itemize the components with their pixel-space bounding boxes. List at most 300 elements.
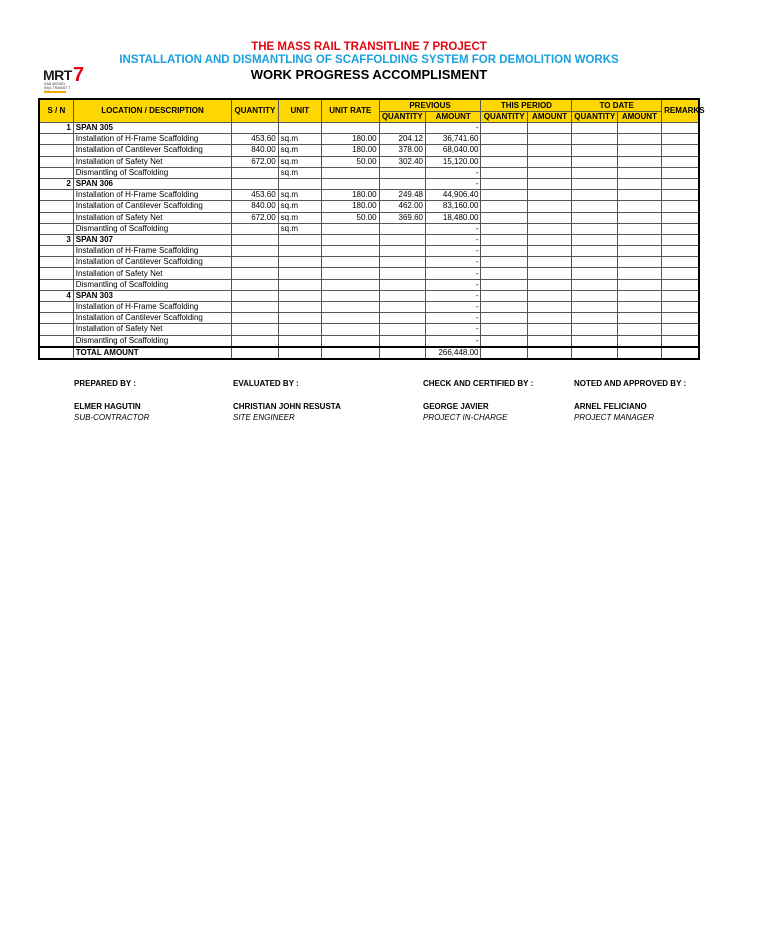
cell-remarks bbox=[662, 190, 699, 201]
cell-to-date-amount bbox=[617, 257, 661, 268]
cell-description: SPAN 307 bbox=[73, 234, 231, 245]
cell-to-date-quantity bbox=[572, 268, 617, 279]
cell-to-date-amount bbox=[617, 324, 661, 335]
cell-quantity bbox=[232, 178, 278, 189]
cell-quantity bbox=[232, 167, 278, 178]
cell-previous-quantity bbox=[379, 246, 425, 257]
cell-description: Installation of Safety Net bbox=[73, 324, 231, 335]
cell-this-period-amount bbox=[527, 257, 571, 268]
cell-previous-quantity: 462.00 bbox=[379, 201, 425, 212]
cell-this-period-amount bbox=[527, 302, 571, 313]
col-remarks: REMARKS bbox=[662, 99, 699, 123]
cell-description: Installation of Cantilever Scaffolding bbox=[73, 257, 231, 268]
col-to-date-amount: AMOUNT bbox=[617, 112, 661, 123]
cell-description: Installation of H-Frame Scaffolding bbox=[73, 302, 231, 313]
cell-sn bbox=[39, 212, 73, 223]
cell-previous-amount: - bbox=[425, 246, 481, 257]
cell-this-period-quantity bbox=[481, 156, 527, 167]
col-previous-amount: AMOUNT bbox=[425, 112, 481, 123]
cell-unit bbox=[278, 257, 321, 268]
cell-description: Installation of Cantilever Scaffolding bbox=[73, 201, 231, 212]
cell-unit-rate bbox=[322, 279, 380, 290]
cell-to-date-amount bbox=[617, 335, 661, 347]
cell-to-date-amount bbox=[617, 190, 661, 201]
cell-unit-rate: 180.00 bbox=[322, 190, 380, 201]
cell-to-date-amount bbox=[617, 302, 661, 313]
cell-description: Installation of Safety Net bbox=[73, 156, 231, 167]
cell-quantity bbox=[232, 268, 278, 279]
span-row bbox=[39, 290, 699, 301]
cell-remarks bbox=[662, 201, 699, 212]
cell-unit: sq.m bbox=[278, 167, 321, 178]
cell-this-period-quantity bbox=[481, 167, 527, 178]
span-row bbox=[39, 234, 699, 245]
cell-remarks bbox=[662, 324, 699, 335]
cell-this-period-quantity bbox=[481, 201, 527, 212]
cell-remarks bbox=[662, 134, 699, 145]
cell-previous-amount: - bbox=[425, 178, 481, 189]
cell-sn bbox=[39, 313, 73, 324]
cell-to-date-amount bbox=[617, 234, 661, 245]
cell-this-period-amount bbox=[527, 123, 571, 134]
cell-unit-rate: 50.00 bbox=[322, 212, 380, 223]
cell-description: SPAN 305 bbox=[73, 123, 231, 134]
cell-previous-amount: - bbox=[425, 234, 481, 245]
cell-unit-rate bbox=[322, 257, 380, 268]
cell-to-date-quantity bbox=[572, 302, 617, 313]
evaluated-by-role: SITE ENGINEER bbox=[233, 413, 295, 422]
table-row bbox=[39, 167, 699, 178]
cell-previous-quantity bbox=[379, 290, 425, 301]
total-amount: 266,448.00 bbox=[425, 347, 481, 359]
cell-description: Installation of Cantilever Scaffolding bbox=[73, 145, 231, 156]
cell-previous-quantity: 249.48 bbox=[379, 190, 425, 201]
cell-remarks bbox=[662, 223, 699, 234]
cell-previous-quantity bbox=[379, 123, 425, 134]
col-unit-rate: UNIT RATE bbox=[322, 99, 380, 123]
cell-previous-amount: 83,160.00 bbox=[425, 201, 481, 212]
cell-quantity bbox=[232, 290, 278, 301]
cell-unit: sq.m bbox=[278, 134, 321, 145]
cell-this-period-quantity bbox=[481, 268, 527, 279]
cell-remarks bbox=[662, 313, 699, 324]
cell-unit-rate bbox=[322, 123, 380, 134]
cell-remarks bbox=[662, 268, 699, 279]
cell-unit bbox=[278, 178, 321, 189]
cell-this-period-amount bbox=[527, 212, 571, 223]
span-row bbox=[39, 178, 699, 189]
cell-unit: sq.m bbox=[278, 156, 321, 167]
document-title: WORK PROGRESS ACCOMPLISMENT bbox=[250, 67, 488, 82]
table-row bbox=[39, 335, 699, 347]
cell-to-date-amount bbox=[617, 313, 661, 324]
cell-to-date-amount bbox=[617, 246, 661, 257]
cell-unit bbox=[278, 302, 321, 313]
cell-remarks bbox=[662, 178, 699, 189]
cell-this-period-amount bbox=[527, 190, 571, 201]
cell-to-date-quantity bbox=[572, 178, 617, 189]
cell-unit bbox=[278, 335, 321, 347]
cell-previous-amount: - bbox=[425, 313, 481, 324]
cell-this-period-amount bbox=[527, 290, 571, 301]
cell-unit bbox=[278, 123, 321, 134]
cell-to-date-amount bbox=[617, 223, 661, 234]
cell-to-date-amount bbox=[617, 123, 661, 134]
cell-remarks bbox=[662, 145, 699, 156]
noted-by-role: PROJECT MANAGER bbox=[574, 413, 655, 422]
cell-remarks bbox=[662, 335, 699, 347]
cell-quantity: 840.00 bbox=[232, 201, 278, 212]
col-this-period-amount: AMOUNT bbox=[527, 112, 571, 123]
cell-remarks bbox=[662, 290, 699, 301]
cell-previous-amount: - bbox=[425, 268, 481, 279]
cell-to-date-quantity bbox=[572, 324, 617, 335]
cell-previous-quantity bbox=[379, 279, 425, 290]
cell-unit: sq.m bbox=[278, 145, 321, 156]
cell-sn: 3 bbox=[39, 234, 73, 245]
cell-sn bbox=[39, 246, 73, 257]
cell-remarks bbox=[662, 246, 699, 257]
cell-quantity bbox=[232, 302, 278, 313]
cell-unit-rate bbox=[322, 178, 380, 189]
cell-unit: sq.m bbox=[278, 212, 321, 223]
scope-title: INSTALLATION AND DISMANTLING OF SCAFFOLDING SYSTEM FOR DEMOLITION WORKS bbox=[119, 54, 619, 66]
cell-sn bbox=[39, 324, 73, 335]
cell-remarks bbox=[662, 156, 699, 167]
cell-quantity: 672.00 bbox=[232, 156, 278, 167]
table-row bbox=[39, 302, 699, 313]
cell-this-period-quantity bbox=[481, 190, 527, 201]
cell-unit bbox=[278, 313, 321, 324]
cell-unit-rate: 180.00 bbox=[322, 145, 380, 156]
cell-previous-quantity bbox=[379, 268, 425, 279]
logo-subtext: SAN MIGUEL RAIL TRANSIT 7, bbox=[44, 82, 72, 90]
cell-to-date-quantity bbox=[572, 156, 617, 167]
cell-to-date-amount bbox=[617, 134, 661, 145]
col-previous: PREVIOUS bbox=[379, 99, 481, 112]
cell-to-date-quantity bbox=[572, 201, 617, 212]
cell-quantity bbox=[232, 123, 278, 134]
cell-previous-quantity: 302.40 bbox=[379, 156, 425, 167]
cell-sn: 2 bbox=[39, 178, 73, 189]
cell-remarks bbox=[662, 123, 699, 134]
cell-sn bbox=[39, 156, 73, 167]
cell-this-period-quantity bbox=[481, 279, 527, 290]
cell-previous-amount: 68,040.00 bbox=[425, 145, 481, 156]
col-to-date-quantity: QUANTITY bbox=[572, 112, 617, 123]
logo-accent-bar bbox=[44, 91, 66, 93]
cell-sn bbox=[39, 257, 73, 268]
cell-unit-rate bbox=[322, 167, 380, 178]
checked-by-role: PROJECT IN-CHARGE bbox=[423, 413, 508, 422]
col-to-date: TO DATE bbox=[572, 99, 662, 112]
cell-previous-quantity bbox=[379, 167, 425, 178]
logo-number: 7 bbox=[73, 64, 85, 86]
cell-to-date-amount bbox=[617, 290, 661, 301]
table-row bbox=[39, 268, 699, 279]
mrt7-logo bbox=[43, 64, 91, 95]
cell-this-period-quantity bbox=[481, 302, 527, 313]
cell-sn bbox=[39, 134, 73, 145]
cell-to-date-amount bbox=[617, 279, 661, 290]
cell-unit-rate: 180.00 bbox=[322, 201, 380, 212]
cell-quantity bbox=[232, 223, 278, 234]
cell-this-period-amount bbox=[527, 268, 571, 279]
cell-this-period-amount bbox=[527, 223, 571, 234]
cell-description: Installation of H-Frame Scaffolding bbox=[73, 134, 231, 145]
cell-sn bbox=[39, 167, 73, 178]
cell-this-period-quantity bbox=[481, 313, 527, 324]
cell-unit-rate: 180.00 bbox=[322, 134, 380, 145]
cell-to-date-quantity bbox=[572, 212, 617, 223]
cell-to-date-amount bbox=[617, 167, 661, 178]
prepared-by-role: SUB-CONTRACTOR bbox=[74, 413, 150, 422]
cell-this-period-quantity bbox=[481, 212, 527, 223]
cell-unit-rate bbox=[322, 302, 380, 313]
table-row bbox=[39, 324, 699, 335]
table-row bbox=[39, 279, 699, 290]
cell-this-period-amount bbox=[527, 324, 571, 335]
noted-by-label: NOTED AND APPROVED BY : bbox=[574, 379, 687, 388]
cell-to-date-quantity bbox=[572, 145, 617, 156]
cell-unit-rate bbox=[322, 290, 380, 301]
cell-to-date-amount bbox=[617, 268, 661, 279]
cell-to-date-quantity bbox=[572, 246, 617, 257]
col-sn: S / N bbox=[39, 99, 73, 123]
table-row bbox=[39, 190, 699, 201]
cell-unit bbox=[278, 290, 321, 301]
cell-previous-amount: - bbox=[425, 167, 481, 178]
cell-quantity bbox=[232, 279, 278, 290]
cell-sn bbox=[39, 145, 73, 156]
cell-sn bbox=[39, 201, 73, 212]
cell-to-date-quantity bbox=[572, 234, 617, 245]
span-row bbox=[39, 123, 699, 134]
cell-previous-quantity bbox=[379, 257, 425, 268]
cell-remarks bbox=[662, 212, 699, 223]
cell-remarks bbox=[662, 279, 699, 290]
cell-quantity: 840.00 bbox=[232, 145, 278, 156]
cell-this-period-quantity bbox=[481, 178, 527, 189]
cell-this-period-quantity bbox=[481, 324, 527, 335]
cell-previous-amount: - bbox=[425, 123, 481, 134]
cell-quantity bbox=[232, 257, 278, 268]
cell-sn: 1 bbox=[39, 123, 73, 134]
cell-previous-quantity: 378.00 bbox=[379, 145, 425, 156]
logo-text: MRT bbox=[43, 67, 72, 83]
cell-remarks bbox=[662, 302, 699, 313]
cell-this-period-quantity bbox=[481, 134, 527, 145]
col-quantity: QUANTITY bbox=[232, 99, 278, 123]
cell-this-period-amount bbox=[527, 234, 571, 245]
cell-previous-amount: 44,906.40 bbox=[425, 190, 481, 201]
table-row bbox=[39, 257, 699, 268]
cell-unit bbox=[278, 246, 321, 257]
col-this-period-quantity: QUANTITY bbox=[481, 112, 527, 123]
cell-previous-quantity: 369.60 bbox=[379, 212, 425, 223]
table-row bbox=[39, 145, 699, 156]
cell-quantity bbox=[232, 313, 278, 324]
cell-sn bbox=[39, 190, 73, 201]
cell-previous-quantity: 204.12 bbox=[379, 134, 425, 145]
cell-this-period-amount bbox=[527, 156, 571, 167]
cell-unit-rate bbox=[322, 313, 380, 324]
col-previous-quantity: QUANTITY bbox=[379, 112, 425, 123]
table-row bbox=[39, 134, 699, 145]
cell-sn: 4 bbox=[39, 290, 73, 301]
cell-description: Dismantling of Scaffolding bbox=[73, 223, 231, 234]
cell-to-date-amount bbox=[617, 201, 661, 212]
total-label: TOTAL AMOUNT bbox=[73, 347, 231, 359]
cell-to-date-amount bbox=[617, 178, 661, 189]
cell-to-date-quantity bbox=[572, 134, 617, 145]
cell-this-period-quantity bbox=[481, 246, 527, 257]
table-row bbox=[39, 223, 699, 234]
cell-to-date-quantity bbox=[572, 313, 617, 324]
total-row bbox=[39, 347, 699, 359]
cell-this-period-quantity bbox=[481, 123, 527, 134]
col-unit: UNIT bbox=[278, 99, 321, 123]
cell-this-period-amount bbox=[527, 201, 571, 212]
cell-this-period-quantity bbox=[481, 234, 527, 245]
cell-sn bbox=[39, 302, 73, 313]
cell-unit bbox=[278, 279, 321, 290]
prepared-by-label: PREPARED BY : bbox=[74, 379, 136, 388]
cell-unit bbox=[278, 324, 321, 335]
cell-to-date-quantity bbox=[572, 167, 617, 178]
cell-remarks bbox=[662, 257, 699, 268]
checked-by-name: GEORGE JAVIER bbox=[423, 402, 489, 411]
table-row bbox=[39, 212, 699, 223]
cell-sn bbox=[39, 268, 73, 279]
evaluated-by-label: EVALUATED BY : bbox=[233, 379, 299, 388]
cell-to-date-quantity bbox=[572, 257, 617, 268]
cell-previous-quantity bbox=[379, 324, 425, 335]
cell-this-period-quantity bbox=[481, 335, 527, 347]
cell-previous-quantity bbox=[379, 302, 425, 313]
cell-previous-amount: - bbox=[425, 223, 481, 234]
cell-quantity bbox=[232, 234, 278, 245]
cell-previous-amount: - bbox=[425, 335, 481, 347]
cell-description: Installation of Cantilever Scaffolding bbox=[73, 313, 231, 324]
cell-description: Installation of Safety Net bbox=[73, 212, 231, 223]
cell-this-period-amount bbox=[527, 178, 571, 189]
cell-unit-rate bbox=[322, 234, 380, 245]
cell-remarks bbox=[662, 167, 699, 178]
cell-previous-amount: 18,480.00 bbox=[425, 212, 481, 223]
cell-unit-rate bbox=[322, 335, 380, 347]
cell-unit-rate bbox=[322, 268, 380, 279]
progress-table bbox=[38, 98, 705, 360]
cell-description: SPAN 306 bbox=[73, 178, 231, 189]
cell-unit-rate: 50.00 bbox=[322, 156, 380, 167]
cell-previous-amount: 15,120.00 bbox=[425, 156, 481, 167]
cell-description: Dismantling of Scaffolding bbox=[73, 167, 231, 178]
cell-unit-rate bbox=[322, 246, 380, 257]
cell-previous-quantity bbox=[379, 313, 425, 324]
cell-this-period-amount bbox=[527, 313, 571, 324]
table-row bbox=[39, 313, 699, 324]
cell-this-period-amount bbox=[527, 279, 571, 290]
cell-sn bbox=[39, 279, 73, 290]
cell-previous-quantity bbox=[379, 223, 425, 234]
cell-to-date-amount bbox=[617, 156, 661, 167]
cell-previous-amount: 36,741.60 bbox=[425, 134, 481, 145]
cell-quantity: 453.60 bbox=[232, 134, 278, 145]
cell-to-date-quantity bbox=[572, 223, 617, 234]
prepared-by-name: ELMER HAGUTIN bbox=[74, 402, 141, 411]
cell-this-period-quantity bbox=[481, 290, 527, 301]
cell-remarks bbox=[662, 234, 699, 245]
cell-quantity: 453.60 bbox=[232, 190, 278, 201]
cell-sn bbox=[39, 223, 73, 234]
col-location: LOCATION / DESCRIPTION bbox=[73, 99, 231, 123]
cell-this-period-amount bbox=[527, 335, 571, 347]
checked-by-label: CHECK AND CERTIFIED BY : bbox=[423, 379, 534, 388]
cell-previous-amount: - bbox=[425, 257, 481, 268]
cell-to-date-amount bbox=[617, 212, 661, 223]
cell-sn bbox=[39, 335, 73, 347]
cell-unit-rate bbox=[322, 324, 380, 335]
col-this-period: THIS PERIOD bbox=[481, 99, 572, 112]
cell-this-period-amount bbox=[527, 246, 571, 257]
cell-to-date-quantity bbox=[572, 335, 617, 347]
cell-to-date-quantity bbox=[572, 279, 617, 290]
project-title: THE MASS RAIL TRANSITLINE 7 PROJECT bbox=[251, 41, 487, 53]
table-body bbox=[39, 123, 699, 347]
cell-description: Installation of H-Frame Scaffolding bbox=[73, 190, 231, 201]
cell-this-period-quantity bbox=[481, 223, 527, 234]
cell-previous-amount: - bbox=[425, 302, 481, 313]
table-row bbox=[39, 156, 699, 167]
cell-unit: sq.m bbox=[278, 223, 321, 234]
cell-previous-quantity bbox=[379, 335, 425, 347]
evaluated-by-name: CHRISTIAN JOHN RESUSTA bbox=[233, 402, 341, 411]
cell-this-period-amount bbox=[527, 134, 571, 145]
cell-this-period-amount bbox=[527, 145, 571, 156]
cell-unit-rate bbox=[322, 223, 380, 234]
cell-unit bbox=[278, 234, 321, 245]
cell-to-date-quantity bbox=[572, 123, 617, 134]
noted-by-name: ARNEL FELICIANO bbox=[574, 402, 647, 411]
cell-previous-amount: - bbox=[425, 290, 481, 301]
cell-quantity bbox=[232, 246, 278, 257]
cell-this-period-quantity bbox=[481, 145, 527, 156]
cell-description: Installation of H-Frame Scaffolding bbox=[73, 246, 231, 257]
cell-description: SPAN 303 bbox=[73, 290, 231, 301]
cell-this-period-amount bbox=[527, 167, 571, 178]
cell-previous-amount: - bbox=[425, 324, 481, 335]
cell-to-date-quantity bbox=[572, 190, 617, 201]
cell-quantity bbox=[232, 324, 278, 335]
cell-quantity: 672.00 bbox=[232, 212, 278, 223]
cell-this-period-quantity bbox=[481, 257, 527, 268]
cell-previous-amount: - bbox=[425, 279, 481, 290]
cell-unit: sq.m bbox=[278, 201, 321, 212]
cell-description: Installation of Safety Net bbox=[73, 268, 231, 279]
cell-previous-quantity bbox=[379, 178, 425, 189]
table-row bbox=[39, 246, 699, 257]
cell-quantity bbox=[232, 335, 278, 347]
cell-to-date-amount bbox=[617, 145, 661, 156]
table-row bbox=[39, 201, 699, 212]
cell-description: Dismantling of Scaffolding bbox=[73, 279, 231, 290]
cell-unit bbox=[278, 268, 321, 279]
cell-previous-quantity bbox=[379, 234, 425, 245]
cell-to-date-quantity bbox=[572, 290, 617, 301]
cell-description: Dismantling of Scaffolding bbox=[73, 335, 231, 347]
cell-unit: sq.m bbox=[278, 190, 321, 201]
